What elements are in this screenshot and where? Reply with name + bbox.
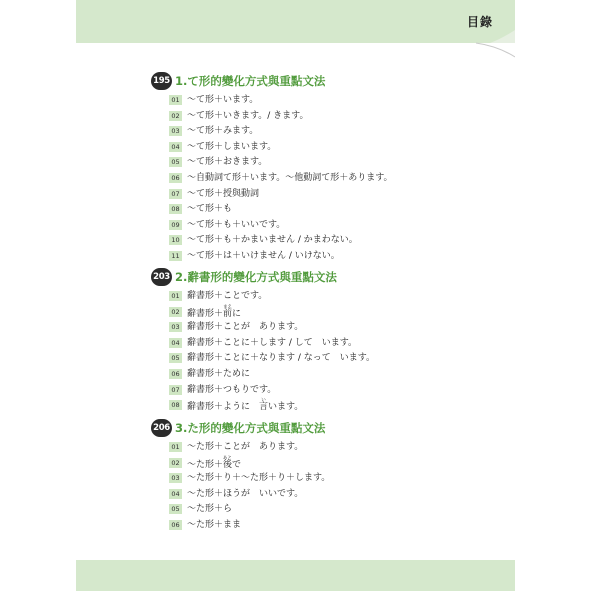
item-number-badge: 02 — [169, 111, 182, 121]
item-text: 〜て形＋いきます。/ きます。 — [187, 110, 309, 121]
item-number-badge: 11 — [169, 251, 182, 261]
item-text: 〜自動詞て形＋います。〜他動詞て形＋あります。 — [187, 173, 393, 183]
item-text: 〜て形＋授與動詞 — [187, 188, 260, 199]
item-text: 〜て形＋も — [187, 204, 233, 215]
item-text: 〜た形＋ほうが いいです。 — [187, 488, 304, 499]
item-text: 辭書形＋ことが あります。 — [187, 322, 304, 333]
item-text: 〜た形＋ことが あります。 — [187, 442, 304, 452]
page-title: 目錄 — [466, 15, 493, 29]
item-text: 〜た形＋まま — [187, 520, 242, 530]
item-number-badge: 01 — [169, 291, 182, 301]
section-title: 3.た形的變化方式與重點文法 — [175, 421, 326, 435]
page-number-badge: 206 — [151, 419, 172, 437]
item-text: 〜て形＋も＋いいです。 — [187, 219, 286, 230]
item-number-badge: 03 — [169, 126, 182, 136]
item-text: 辭書形＋ことに＋なります / なって います。 — [187, 353, 376, 364]
item-text: 〜て形＋います。 — [187, 95, 259, 105]
item-number-badge: 05 — [169, 157, 182, 167]
page-number-badge: 195 — [151, 72, 172, 90]
section-title: 1.て形的變化方式與重點文法 — [175, 74, 326, 88]
item-number-badge: 04 — [169, 338, 182, 348]
item-number-badge: 05 — [169, 353, 182, 363]
item-text: 辭書形＋前まえに — [187, 304, 242, 319]
item-text: 〜た形＋後あとで — [187, 455, 242, 470]
item-number-badge: 09 — [169, 220, 182, 230]
item-text: 〜て形＋は＋いけません / いけない。 — [187, 251, 340, 261]
item-text: 〜て形＋も＋かまいません / かまわない。 — [187, 235, 358, 246]
item-text: 辭書形＋ことです。 — [187, 291, 268, 301]
item-number-badge: 02 — [169, 307, 182, 317]
item-text: 〜て形＋おきます。 — [187, 157, 268, 168]
item-number-badge: 01 — [169, 95, 182, 105]
item-number-badge: 03 — [169, 322, 182, 332]
item-text: 辭書形＋ために — [187, 369, 251, 379]
item-number-badge: 01 — [169, 442, 182, 452]
item-text: 辭書形＋ように 言いいます。 — [187, 398, 304, 413]
furigana-ruby: 前まえ — [223, 304, 233, 319]
item-text: 〜た形＋り＋〜た形＋り＋します。 — [187, 473, 331, 484]
header-band — [76, 0, 515, 43]
furigana-ruby: 後あと — [223, 455, 233, 470]
item-number-badge: 06 — [169, 520, 182, 530]
item-number-badge: 04 — [169, 142, 182, 152]
page-curl-decoration — [468, 30, 515, 58]
item-text: 辭書形＋ことに＋します / して います。 — [187, 337, 358, 348]
item-text: 〜て形＋しまいます。 — [187, 141, 277, 152]
item-text: 辭書形＋つもりです。 — [187, 384, 277, 395]
item-number-badge: 08 — [169, 204, 182, 214]
item-number-badge: 05 — [169, 504, 182, 514]
item-number-badge: 07 — [169, 189, 182, 199]
item-text: 〜て形＋みます。 — [187, 126, 259, 137]
book-page — [76, 0, 515, 591]
item-number-badge: 06 — [169, 173, 182, 183]
section-title: 2.辭書形的變化方式與重點文法 — [175, 270, 337, 284]
item-number-badge: 10 — [169, 235, 182, 245]
item-number-badge: 03 — [169, 473, 182, 483]
item-text: 〜た形＋ら — [187, 504, 233, 515]
footer-band — [76, 560, 515, 591]
furigana-ruby: 言い — [259, 398, 269, 413]
item-number-badge: 08 — [169, 400, 182, 410]
item-number-badge: 07 — [169, 385, 182, 395]
item-number-badge: 02 — [169, 458, 182, 468]
item-number-badge: 04 — [169, 489, 182, 499]
item-number-badge: 06 — [169, 369, 182, 379]
page-number-badge: 203 — [151, 268, 172, 286]
